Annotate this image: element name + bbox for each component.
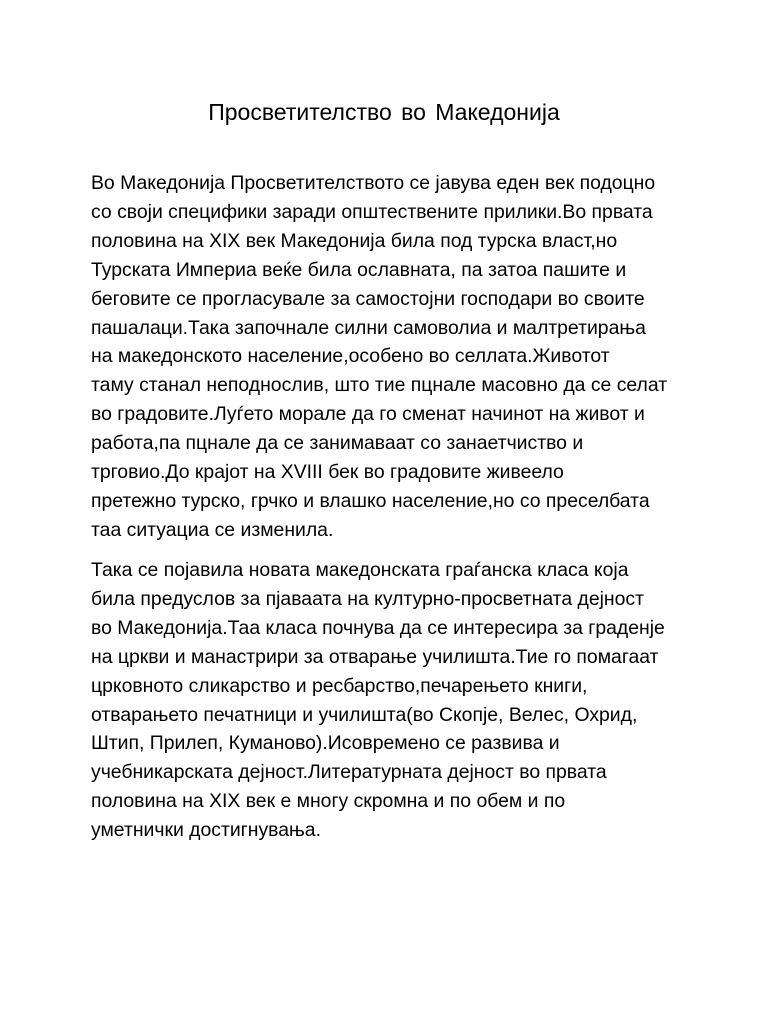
text-line: во градовите.Луѓето морале да го сменат начинот на живот и (91, 403, 645, 426)
text-line: отварањето печатници и училишта(во Скопје, Велес, Охрид, (91, 703, 638, 726)
text-line: трговио.До крајот на XVIII бек во градовите живеело (91, 461, 564, 484)
text-line: половина на XIX век Македонија била под турска власт,но (91, 229, 618, 252)
text-line: на македонското население,особено во селлата.Животот (91, 345, 610, 368)
text-line: на цркви и манастрири за отварање училишта.Тие го помагаат (91, 645, 659, 668)
paragraph-2 (91, 556, 711, 845)
text-line: во Македонија.Таа класа почнува да се интересира за граденје (91, 616, 665, 639)
text-line: со своји специфики заради општествените прилики.Во првата (91, 200, 653, 223)
text-line: била предуслов за пјаваата на културно-просветната дејност (91, 587, 644, 610)
paragraph-1 (91, 169, 711, 545)
text-line: Турската Империа веќе била ославната, па затоа пашите и (91, 258, 627, 281)
text-line: црковното сликарство и ресбарство,печарењето книги, (91, 674, 588, 697)
text-line: Штип, Прилеп, Куманово).Исовремено се развива и (91, 732, 560, 755)
text-line: таму станал неподнослив, што тие пцнале масовно да се селат (91, 374, 668, 397)
document-title: Просветителство во Македонија (208, 99, 560, 125)
text-line: Така се појавила новата македонската граѓанска класа која (91, 559, 629, 581)
text-line: учебникарската дејност.Литературната дејност во првата (91, 761, 607, 784)
text-line: таа ситуациа се изменила. (91, 518, 334, 541)
text-line: Во Македонија Просветителството се јавува еден век подоцно (91, 172, 656, 194)
text-line: работа,па пцнале да се занимаваат со занаетчиство и (91, 432, 584, 455)
text-line: половина на XIX век е многу скромна и по обем и по (91, 790, 566, 813)
text-line: уметнички достигнувања. (91, 819, 321, 842)
text-line: беговите се прогласувале за самостојни господари во своите (91, 287, 645, 310)
text-line: пашалаци.Така започнале силни самоволиа и малтретирања (91, 316, 646, 339)
text-line: претежно турско, грчко и влашко население,но со преселбата (91, 489, 650, 512)
